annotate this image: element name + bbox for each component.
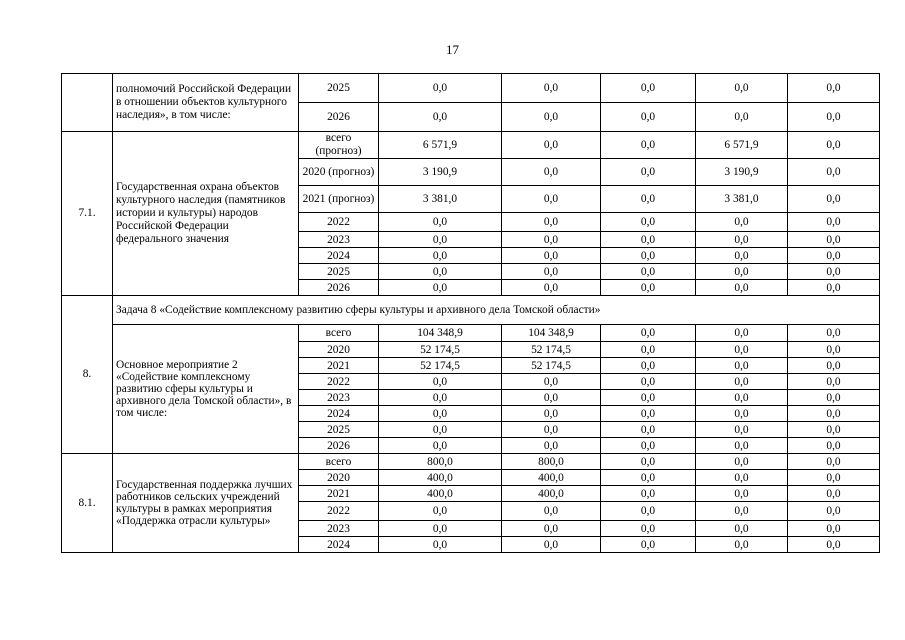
value-cell: 0,0: [696, 248, 788, 264]
value-cell: 0,0: [696, 325, 788, 342]
value-cell: 0,0: [502, 537, 601, 553]
value-cell: 0,0: [502, 502, 601, 521]
value-cell: 0,0: [788, 422, 880, 438]
value-cell: 0,0: [601, 390, 696, 406]
row-number-cell: [62, 74, 113, 132]
value-cell: 0,0: [379, 264, 502, 280]
value-cell: 0,0: [502, 213, 601, 232]
year-cell: 2021 (прогноз): [299, 186, 379, 213]
value-cell: 0,0: [696, 374, 788, 390]
task-row: [62, 296, 880, 325]
value-cell: 3 190,9: [696, 159, 788, 186]
value-cell: 3 381,0: [696, 186, 788, 213]
value-cell: 0,0: [502, 374, 601, 390]
value-cell: 0,0: [696, 103, 788, 132]
year-cell: 2025: [299, 264, 379, 280]
value-cell: 0,0: [601, 486, 696, 502]
value-cell: 400,0: [379, 470, 502, 486]
value-cell: 0,0: [788, 342, 880, 358]
value-cell: 0,0: [696, 470, 788, 486]
value-cell: 0,0: [696, 232, 788, 248]
value-cell: 0,0: [502, 390, 601, 406]
value-cell: 0,0: [502, 232, 601, 248]
value-cell: 400,0: [502, 486, 601, 502]
value-cell: 0,0: [601, 537, 696, 553]
value-cell: 0,0: [502, 103, 601, 132]
value-cell: 0,0: [502, 186, 601, 213]
year-cell: 2025: [299, 422, 379, 438]
value-cell: 0,0: [788, 486, 880, 502]
value-cell: 104 348,9: [379, 325, 502, 342]
year-cell: 2024: [299, 406, 379, 422]
value-cell: 0,0: [379, 390, 502, 406]
value-cell: 0,0: [601, 521, 696, 537]
row-description: Основное мероприятие 2 «Содействие комплексному развитию сферы культуры и архивного дела Томской области», в том числе:: [113, 325, 299, 454]
year-cell: 2021: [299, 486, 379, 502]
value-cell: 0,0: [379, 537, 502, 553]
value-cell: 0,0: [788, 358, 880, 374]
year-cell: 2023: [299, 390, 379, 406]
budget-table: [61, 73, 880, 553]
year-cell: 2025: [299, 74, 379, 103]
value-cell: 52 174,5: [379, 342, 502, 358]
value-cell: 0,0: [601, 422, 696, 438]
value-cell: 0,0: [696, 521, 788, 537]
value-cell: 0,0: [502, 248, 601, 264]
value-cell: 0,0: [788, 454, 880, 470]
value-cell: 0,0: [788, 374, 880, 390]
value-cell: 0,0: [601, 280, 696, 296]
table-row: [62, 325, 880, 342]
year-cell: всего (прогноз): [299, 132, 379, 159]
value-cell: 0,0: [601, 103, 696, 132]
value-cell: 0,0: [502, 521, 601, 537]
value-cell: 0,0: [696, 438, 788, 454]
value-cell: 0,0: [601, 264, 696, 280]
year-cell: всего: [299, 325, 379, 342]
value-cell: 0,0: [379, 422, 502, 438]
value-cell: 0,0: [601, 248, 696, 264]
value-cell: 400,0: [379, 486, 502, 502]
value-cell: 0,0: [601, 454, 696, 470]
value-cell: 0,0: [696, 422, 788, 438]
value-cell: 0,0: [788, 438, 880, 454]
year-cell: 2026: [299, 103, 379, 132]
value-cell: 0,0: [788, 159, 880, 186]
value-cell: 0,0: [696, 264, 788, 280]
value-cell: 0,0: [379, 438, 502, 454]
row-description: Государственная охрана объектов культурного наследия (памятников истории и культуры) народов Российской Федерации федерального значения: [113, 132, 299, 296]
value-cell: 0,0: [788, 537, 880, 553]
year-cell: 2022: [299, 213, 379, 232]
task-heading: Задача 8 «Содействие комплексному развитию сферы культуры и архивного дела Томской области»: [113, 296, 880, 325]
value-cell: 0,0: [696, 358, 788, 374]
year-cell: 2022: [299, 502, 379, 521]
value-cell: 0,0: [601, 342, 696, 358]
row-number-cell: 7.1.: [62, 132, 113, 296]
value-cell: 52 174,5: [502, 342, 601, 358]
value-cell: 0,0: [601, 438, 696, 454]
value-cell: 104 348,9: [502, 325, 601, 342]
value-cell: 0,0: [788, 390, 880, 406]
row-description: полномочий Российской Федерации в отношении объектов культурного наследия», в том числе:: [113, 74, 299, 132]
value-cell: 0,0: [696, 537, 788, 553]
value-cell: 0,0: [788, 213, 880, 232]
value-cell: 0,0: [788, 264, 880, 280]
value-cell: 0,0: [696, 74, 788, 103]
value-cell: 0,0: [601, 74, 696, 103]
value-cell: 0,0: [379, 374, 502, 390]
value-cell: 0,0: [379, 248, 502, 264]
value-cell: 52 174,5: [502, 358, 601, 374]
value-cell: 3 190,9: [379, 159, 502, 186]
value-cell: 0,0: [788, 186, 880, 213]
row-description: Государственная поддержка лучших работников сельских учреждений культуры в рамках мероприятия «Поддержка отрасли культуры»: [113, 454, 299, 553]
value-cell: 0,0: [788, 280, 880, 296]
value-cell: 0,0: [502, 422, 601, 438]
value-cell: 0,0: [601, 159, 696, 186]
value-cell: 3 381,0: [379, 186, 502, 213]
value-cell: 0,0: [601, 325, 696, 342]
value-cell: 0,0: [379, 74, 502, 103]
value-cell: 0,0: [696, 406, 788, 422]
value-cell: 0,0: [502, 438, 601, 454]
year-cell: 2020: [299, 470, 379, 486]
value-cell: 6 571,9: [696, 132, 788, 159]
value-cell: 0,0: [502, 264, 601, 280]
value-cell: 0,0: [379, 103, 502, 132]
year-cell: 2020 (прогноз): [299, 159, 379, 186]
value-cell: 0,0: [379, 406, 502, 422]
year-cell: 2024: [299, 248, 379, 264]
value-cell: 0,0: [788, 406, 880, 422]
year-cell: 2026: [299, 280, 379, 296]
value-cell: 0,0: [788, 521, 880, 537]
year-cell: 2023: [299, 521, 379, 537]
row-number-cell: 8.: [62, 296, 113, 454]
value-cell: 0,0: [696, 502, 788, 521]
value-cell: 400,0: [502, 470, 601, 486]
table-row: [62, 454, 880, 470]
value-cell: 0,0: [788, 132, 880, 159]
value-cell: 0,0: [788, 74, 880, 103]
value-cell: 0,0: [788, 103, 880, 132]
value-cell: 0,0: [696, 390, 788, 406]
row-number-cell: 8.1.: [62, 454, 113, 553]
table-row: [62, 74, 880, 103]
value-cell: 0,0: [788, 470, 880, 486]
value-cell: 0,0: [379, 232, 502, 248]
value-cell: 0,0: [601, 132, 696, 159]
value-cell: 0,0: [379, 280, 502, 296]
value-cell: 0,0: [601, 470, 696, 486]
value-cell: 0,0: [502, 159, 601, 186]
value-cell: 6 571,9: [379, 132, 502, 159]
value-cell: 0,0: [601, 358, 696, 374]
year-cell: 2023: [299, 232, 379, 248]
value-cell: 0,0: [601, 232, 696, 248]
value-cell: 52 174,5: [379, 358, 502, 374]
value-cell: 0,0: [601, 186, 696, 213]
value-cell: 0,0: [502, 132, 601, 159]
value-cell: 0,0: [601, 213, 696, 232]
value-cell: 0,0: [601, 502, 696, 521]
year-cell: 2024: [299, 537, 379, 553]
value-cell: 0,0: [502, 406, 601, 422]
value-cell: 0,0: [379, 502, 502, 521]
value-cell: 0,0: [696, 486, 788, 502]
year-cell: 2026: [299, 438, 379, 454]
page-number: 17: [446, 42, 459, 57]
value-cell: 800,0: [502, 454, 601, 470]
value-cell: 0,0: [502, 74, 601, 103]
value-cell: 0,0: [696, 454, 788, 470]
value-cell: 0,0: [788, 325, 880, 342]
value-cell: 0,0: [601, 374, 696, 390]
value-cell: 0,0: [502, 280, 601, 296]
year-cell: всего: [299, 454, 379, 470]
value-cell: 0,0: [379, 213, 502, 232]
value-cell: 0,0: [379, 521, 502, 537]
value-cell: 0,0: [788, 502, 880, 521]
value-cell: 0,0: [696, 342, 788, 358]
year-cell: 2021: [299, 358, 379, 374]
table-row: [62, 132, 880, 159]
value-cell: 0,0: [788, 232, 880, 248]
value-cell: 0,0: [601, 406, 696, 422]
value-cell: 0,0: [696, 213, 788, 232]
value-cell: 0,0: [696, 280, 788, 296]
year-cell: 2020: [299, 342, 379, 358]
value-cell: 0,0: [788, 248, 880, 264]
value-cell: 800,0: [379, 454, 502, 470]
year-cell: 2022: [299, 374, 379, 390]
